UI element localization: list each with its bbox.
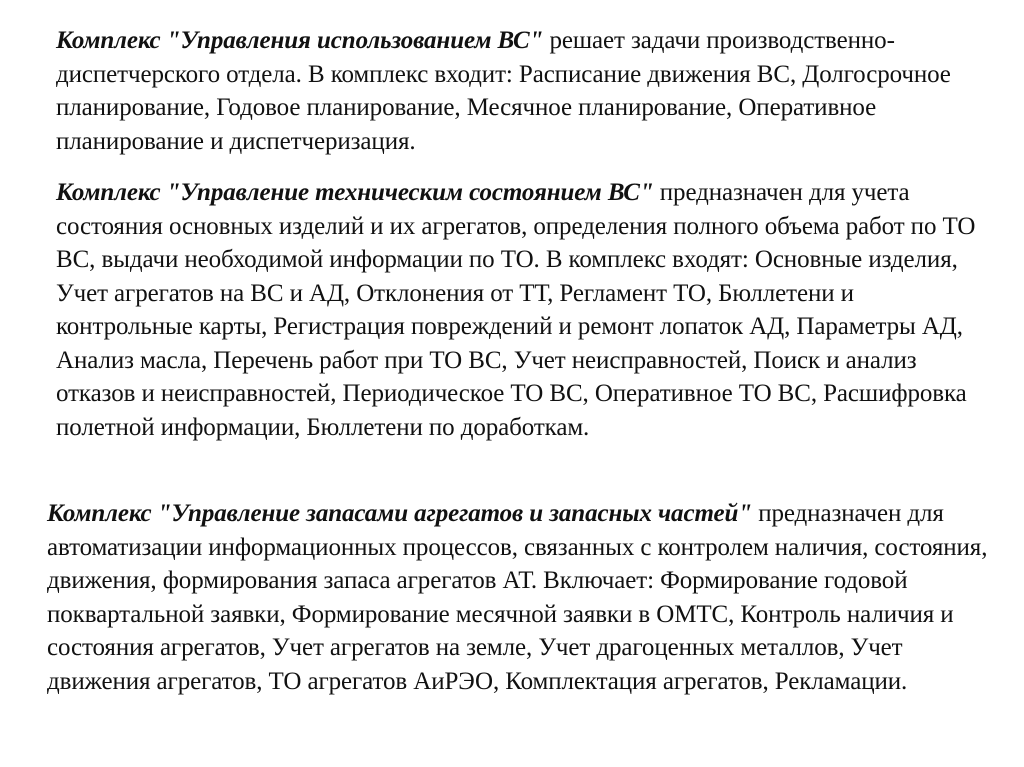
paragraph-title: Комплекс "Управления использованием ВС" [56, 27, 544, 54]
paragraph-body: решает задачи производственно-диспетчерского отдела. В комплекс входит: Расписание движения ВС, Долгосрочное планирование, Годовое планирование, Месячное планирование, Оперативное планирование и диспетчеризация. [56, 27, 951, 155]
paragraph-body: предназначен для учета состояния основных изделий и их агрегатов, определения полного объема работ по ТО ВС, выдачи необходимой информации по ТО. В комплекс входят: Основные изделия, Учет агрегатов на ВС и АД, Отклонения от ТТ, Регламент ТО, Бюллетени и контрольные карты, Регистрация повреждений и ремонт лопаток АД, Параметры АД, Анализ масла, Перечень работ при ТО ВС, Учет неисправностей, Поиск и анализ отказов и неисправностей, Периодическое ТО ВС, Оперативное ТО ВС, Расшифровка полетной информации, Бюллетени по доработкам. [56, 179, 976, 441]
paragraph-title: Комплекс "Управление запасами агрегатов и запасных частей" [47, 500, 753, 527]
paragraph-technical-state [56, 176, 976, 444]
paragraph-title: Комплекс "Управление техническим состоянием ВС" [56, 179, 654, 206]
paragraph-inventory-management [47, 497, 997, 698]
paragraph-usage-management [56, 24, 976, 158]
paragraph-body: предназначен для автоматизации информационных процессов, связанных с контролем наличия, состояния, движения, формирования запаса агрегатов АТ. Включает: Формирование годовой поквартальной заявки, Формирование месячной заявки в ОМТС, Контроль наличия и состояния агрегатов, Учет агрегатов на земле, Учет драгоценных металлов, Учет движения агрегатов, ТО агрегатов АиРЭО, Комплектация агрегатов, Рекламации. [47, 500, 988, 695]
